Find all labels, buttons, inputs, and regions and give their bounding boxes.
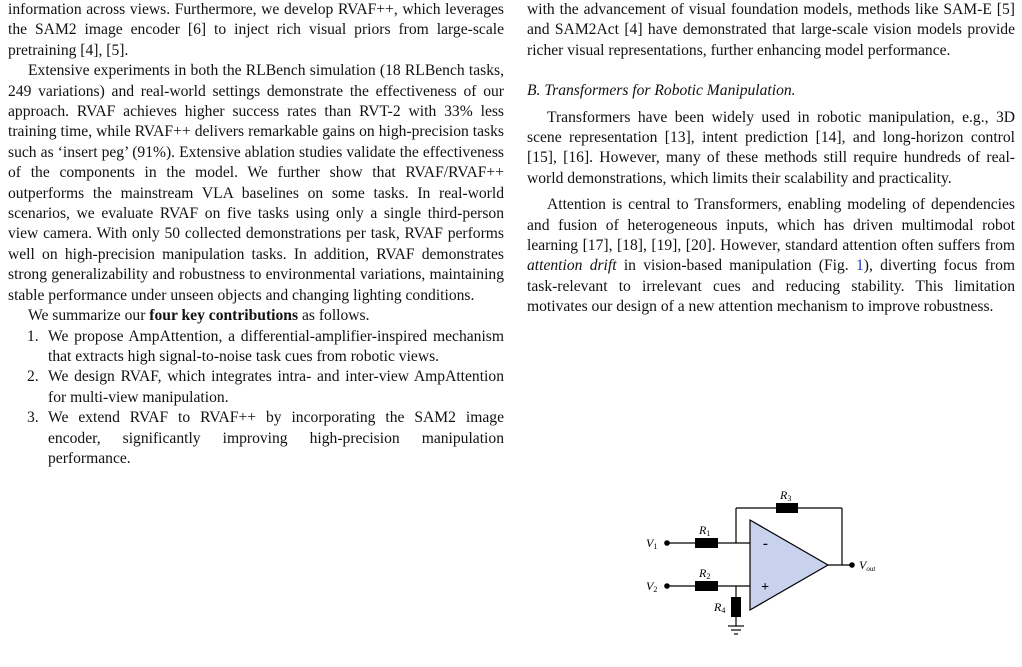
list-item: 3. We extend RVAF to RVAF++ by incorporating the SAM2 image encoder, significantly improving high-precision manipulation performance.	[27, 409, 504, 467]
resistor-r1	[695, 538, 718, 548]
terminal-v2	[664, 583, 670, 589]
label-vout: Vout	[859, 558, 876, 573]
label-r3: R3	[780, 488, 792, 503]
list-item: 2. We design RVAF, which integrates intra- and inter-view AmpAttention for multi-view manipulation.	[27, 368, 504, 406]
resistor-r4	[731, 597, 741, 617]
paragraph-foundation-models: with the advancement of visual foundation models, methods like SAM-E [5] and SAM2Act [4] have demonstrated that large-scale vision models provide richer visual representations, further enhancing model performance.	[527, 1, 1015, 59]
contributions-bold: four key contributions	[149, 307, 299, 325]
minus-sign: -	[763, 536, 768, 552]
label-r1: R1	[699, 523, 711, 538]
label-v2: V2	[646, 579, 658, 594]
terminal-vout	[849, 562, 855, 568]
terminal-v1	[664, 540, 670, 546]
section-title: B. Transformers for Robotic Manipulation.	[527, 82, 796, 100]
label-r4: R4	[714, 600, 726, 615]
paragraph-intro-continued: information across views. Furthermore, we develop RVAF++, which leverages the SAM2 image encoder [6] to inject rich visual priors from large-scale pretraining [4], [5].	[8, 1, 504, 59]
paragraph-attention: Attention is central to Transformers, enabling modeling of dependencies and fusion of heterogeneous inputs, which has driven multimodal robot learning [17], [18], [19], [20]. However, standard attention often suffers from attention drift in vision-based manipulation (Fig. 1), diverting focus from task-relevant to irrelevant cues and reducing stability. This limitation motivates our design of a new attention mechanism to improve robustness.	[527, 196, 1016, 316]
op-amp-circuit-diagram	[640, 486, 910, 646]
label-r2: R2	[699, 566, 711, 581]
contributions-list	[8, 327, 504, 470]
plus-sign: +	[761, 580, 769, 595]
resistor-r3	[776, 503, 798, 513]
paragraph-transformers: Transformers have been widely used in robotic manipulation, e.g., 3D scene representation [13], intent prediction [14], and long-horizon control [15], [16]. However, many of these methods still require hundreds of real-world demonstrations, which limits their scalability and practicality.	[527, 108, 1015, 187]
right-column	[527, 0, 1015, 318]
list-item: 1. We propose AmpAttention, a differential-amplifier-inspired mechanism that extracts high signal-to-noise task cues from robotic views.	[27, 327, 504, 365]
figure-link[interactable]: 1	[855, 257, 864, 275]
paragraph-experiments: Extensive experiments in both the RLBench simulation (18 RLBench tasks, 249 variations) and real-world settings demonstrate the effectiveness of our approach. RVAF achieves higher success rates than RVT-2 with 33% less training time, while RVAF++ delivers remarkable gains on high-precision tasks such as ‘insert peg’ (91%). Extensive ablation studies validate the effectiveness of the components in the model. We further show that RVAF/RVAF++ outperforms the mainstream VLA baselines on some tasks. In real-world scenarios, we evaluate RVAF on five tasks using only a single third-person view camera. With only 50 collected demonstrations per task, RVAF performs well on high-precision manipulation tasks. In addition, RVAF demonstrates strong generalizability and robustness to environmental variations, maintaining stable performance under unseen objects and changing lighting conditions.	[8, 62, 504, 304]
left-column	[8, 0, 504, 469]
op-amp-triangle	[750, 520, 828, 610]
paragraph-contributions-intro: We summarize our four key contributions as follows.	[28, 307, 370, 325]
attention-drift-term: attention drift	[527, 257, 617, 275]
resistor-r2	[695, 581, 718, 591]
label-v1: V1	[646, 536, 658, 551]
